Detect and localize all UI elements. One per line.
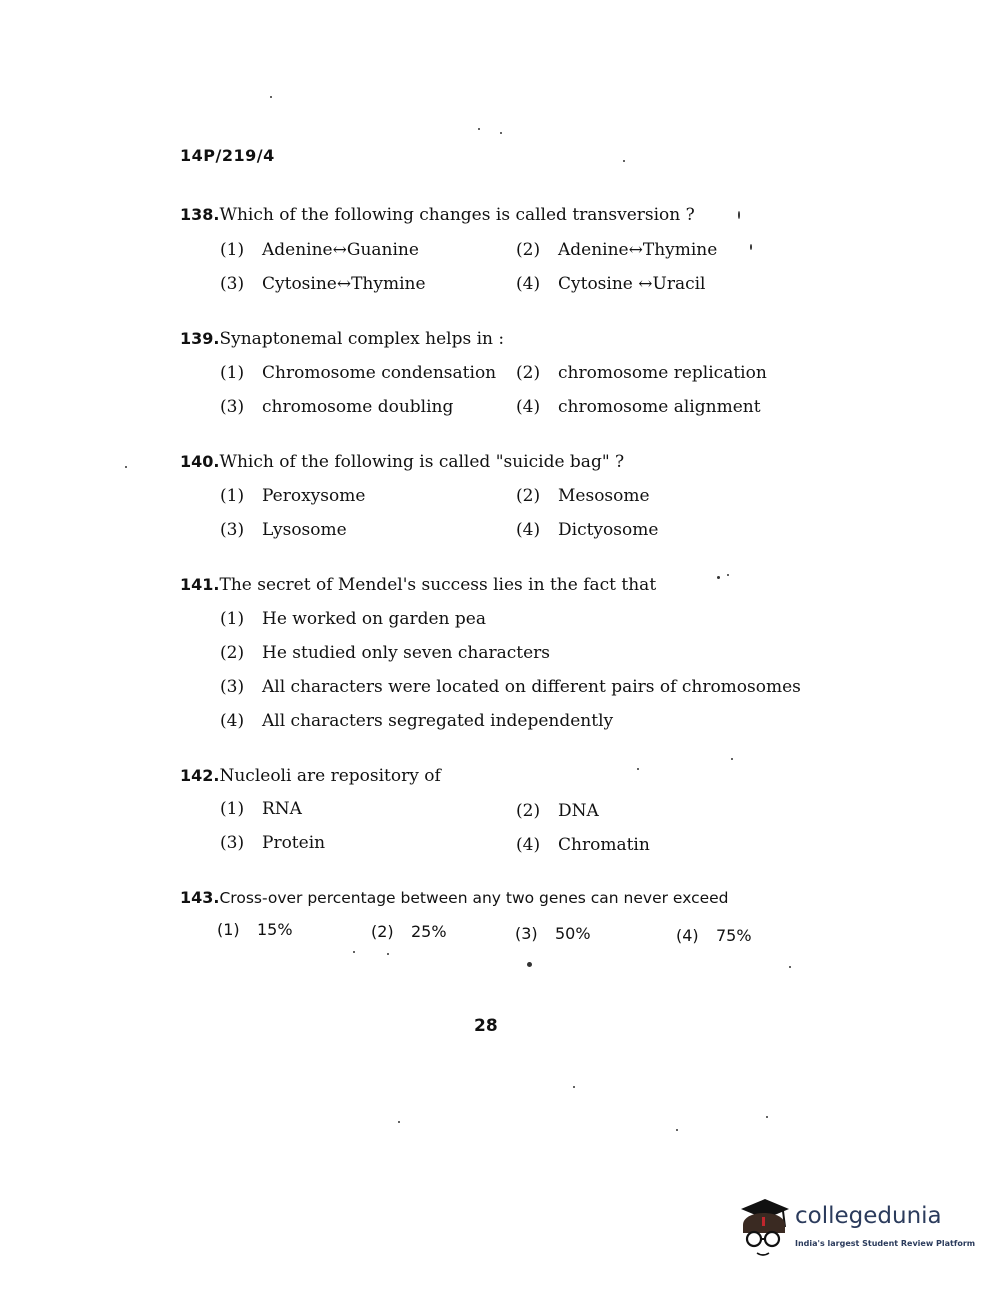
q141-option-2[interactable]: (2) He studied only seven characters [220, 643, 551, 663]
scan-speck [789, 966, 791, 968]
scan-speck [478, 128, 480, 130]
q143-option-3[interactable]: (3) 50% [515, 924, 591, 943]
q138-option-2[interactable]: (2) Adenine↔Thymine [516, 240, 718, 260]
q141-option-4[interactable]: (4) All characters segregated independently [220, 711, 614, 731]
q139-option-3[interactable]: (3) chromosome doubling [220, 397, 454, 417]
q139-option-1[interactable]: (1) Chromosome condensation [220, 363, 497, 383]
scan-speck [270, 96, 272, 98]
scan-speck [766, 1116, 768, 1118]
question-141 [180, 575, 656, 595]
q138-option-1[interactable]: (1) Adenine↔Guanine [220, 240, 419, 260]
question-text: Which of the following is called "suicide bag" ? [219, 452, 625, 472]
scan-speck [750, 244, 752, 250]
question-text: The secret of Mendel's success lies in the fact that [219, 575, 657, 595]
question-138 [180, 205, 695, 225]
paper-code: 14P/219/4 [180, 146, 275, 165]
watermark-tagline: India's largest Student Review Platform [795, 1239, 976, 1248]
question-number: 139. [180, 329, 220, 348]
question-140 [180, 452, 624, 472]
scan-speck [637, 768, 639, 770]
q142-option-1[interactable]: (1) RNA [220, 799, 302, 819]
q142-option-4[interactable]: (4) Chromatin [516, 835, 650, 855]
question-text: Cross-over percentage between any two genes can never exceed [219, 889, 729, 907]
collegedunia-watermark[interactable] [735, 1195, 976, 1265]
q138-option-4[interactable]: (4) Cytosine ↔Uracil [516, 274, 706, 294]
question-139 [180, 329, 504, 349]
question-number: 141. [180, 575, 220, 594]
page-number: 28 [474, 1016, 498, 1036]
scan-speck [738, 211, 740, 219]
scan-speck [717, 576, 720, 579]
q142-option-2[interactable]: (2) DNA [516, 801, 599, 821]
q139-option-4[interactable]: (4) chromosome alignment [516, 397, 761, 417]
question-142 [180, 766, 441, 786]
question-number: 138. [180, 205, 220, 224]
q140-option-1[interactable]: (1) Peroxysome [220, 486, 366, 506]
question-number: 140. [180, 452, 220, 471]
scan-speck [500, 132, 502, 134]
q140-option-2[interactable]: (2) Mesosome [516, 486, 650, 506]
scan-speck [125, 466, 127, 468]
scan-speck [398, 1121, 400, 1123]
q141-option-3[interactable]: (3) All characters were located on different pairs of chromosomes [220, 677, 801, 697]
scan-speck [527, 962, 532, 967]
watermark-brand: collegedunia [795, 1203, 942, 1229]
q143-option-1[interactable]: (1) 15% [217, 920, 293, 939]
q141-option-1[interactable]: (1) He worked on garden pea [220, 609, 486, 629]
question-number: 143. [180, 888, 220, 907]
scan-speck [573, 1086, 575, 1088]
scan-speck [353, 951, 355, 953]
q140-option-4[interactable]: (4) Dictyosome [516, 520, 659, 540]
question-text: Nucleoli are repository of [219, 766, 441, 786]
scan-speck [623, 160, 625, 162]
q139-option-2[interactable]: (2) chromosome replication [516, 363, 767, 383]
mascot-logo-icon [735, 1195, 793, 1261]
question-143 [180, 888, 729, 908]
question-number: 142. [180, 766, 220, 785]
q143-option-4[interactable]: (4) 75% [676, 926, 752, 945]
question-text: Synaptonemal complex helps in : [219, 329, 505, 349]
q142-option-3[interactable]: (3) Protein [220, 833, 326, 853]
q143-option-2[interactable]: (2) 25% [371, 922, 447, 941]
scan-speck [387, 953, 389, 955]
q140-option-3[interactable]: (3) Lysosome [220, 520, 347, 540]
scan-speck [676, 1129, 678, 1131]
question-text: Which of the following changes is called transversion ? [219, 205, 695, 225]
q138-option-3[interactable]: (3) Cytosine↔Thymine [220, 274, 426, 294]
scan-speck [731, 758, 733, 760]
scan-speck [727, 574, 729, 576]
